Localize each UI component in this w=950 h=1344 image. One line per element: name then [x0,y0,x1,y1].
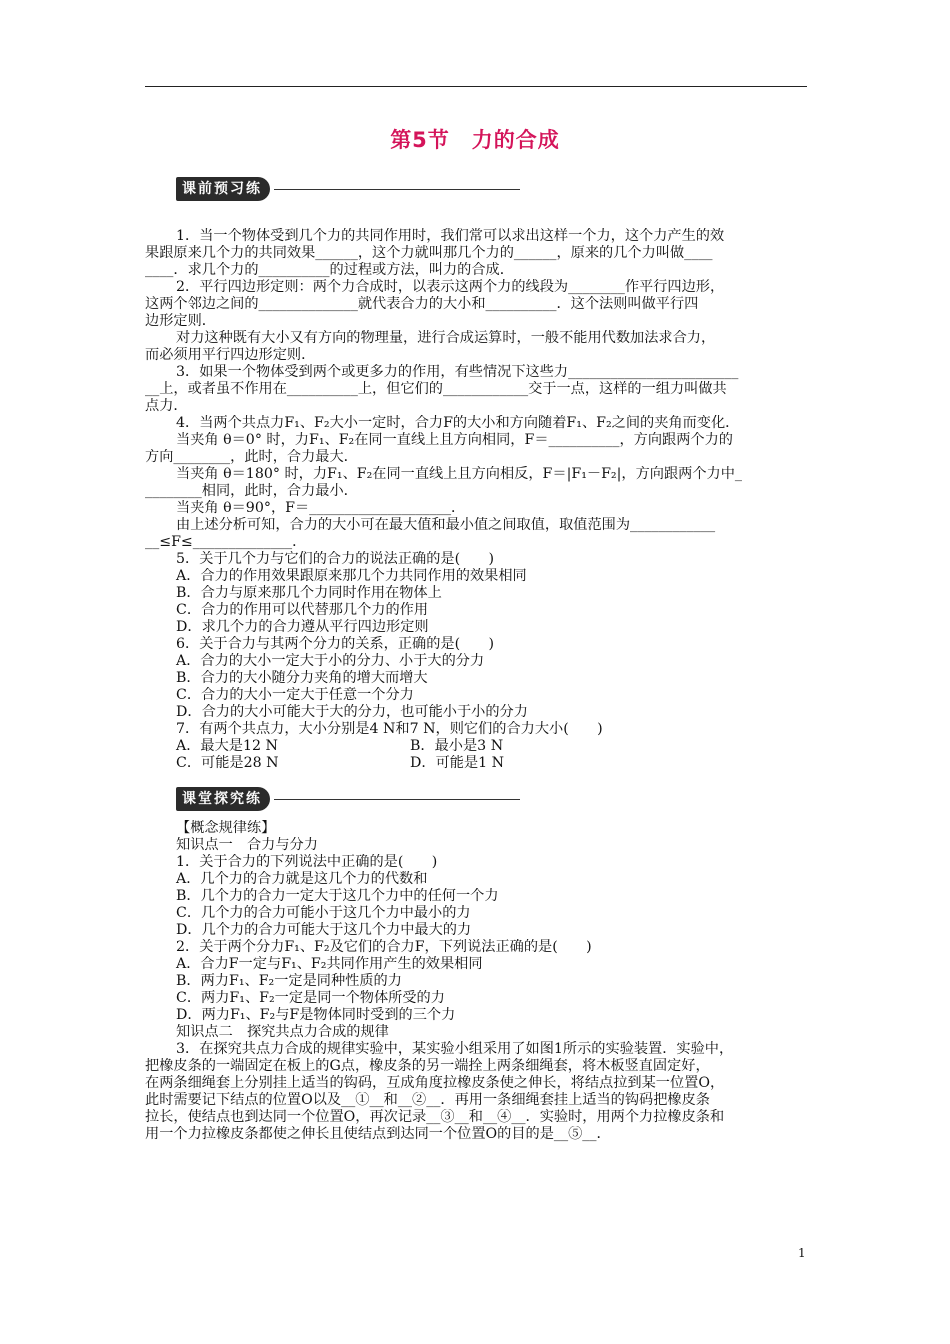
text-line: C．几个力的合力可能小于这几个力中最小的力 [176,905,471,921]
text-line: 点力． [145,398,188,414]
text-line: 7．有两个共点力，大小分别是4 N和7 N，则它们的合力大小( ) [176,721,603,737]
text-line: 知识点二 探究共点力合成的规律 [176,1024,389,1040]
text-line: ________相同，此时，合力最小． [145,483,358,499]
text-line: 边形定则． [145,313,216,329]
text-line: B．几个力的合力一定大于这几个力中的任何一个力 [176,888,499,904]
text-line: A．几个力的合力就是这几个力的代数和 [176,871,428,887]
text-line: D．两力F₁、F₂与F是物体同时受到的三个力 [176,1007,456,1023]
text-line: 知识点一 合力与分力 [176,837,318,853]
text-line: 此时需要记下结点的位置O以及__①__和__②__．再用一条细绳套挂上适当的钩码把橡皮条 [145,1092,710,1108]
text-line: 用一个力拉橡皮条都使之伸长且使结点到达同一个位置O的目的是__⑤__． [145,1126,611,1142]
section-label: 课前预习练 [176,177,270,201]
text-line: D．合力的大小可能大于大的分力，也可能小于小的分力 [176,704,528,720]
text-line: 2．关于两个分力F₁、F₂及它们的合力F，下列说法正确的是( ) [176,939,592,955]
text-line: 1．当一个物体受到几个力的共同作用时，我们常可以求出这样一个力，这个力产生的效 [176,228,725,244]
text-line: 把橡皮条的一端固定在板上的G点，橡皮条的另一端拴上两条细绳套，将木板竖直固定好， [145,1058,710,1074]
text-line: A．合力F一定与F₁、F₂共同作用产生的效果相同 [176,956,483,972]
text-line: 3．如果一个物体受到两个或更多力的作用，有些情况下这些力________________________ [176,364,739,380]
text-line: B．合力的大小随分力夹角的增大而增大 [176,670,428,686]
option-text: C．可能是28 N [176,755,279,771]
section-banner-preview [176,176,520,202]
text-line: 1．关于合力的下列说法中正确的是( ) [176,854,438,870]
text-line: 【概念规律练】 [176,820,276,836]
text-line: C．合力的大小一定大于任意一个分力 [176,687,414,703]
section-banner-class [176,786,520,812]
text-line: 方向________，此时，合力最大． [145,449,358,465]
section-rule [274,799,520,800]
text-line: 由上述分析可知，合力的大小可在最大值和最小值之间取值，取值范围为____________ [176,517,716,533]
text-line: 当夹角 θ＝0° 时，力F₁、F₂在同一直线上且方向相同，F＝__________，方向跟两个力的 [176,432,733,448]
option-text: D．可能是1 N [410,755,505,771]
text-line: 当夹角 θ＝180° 时，力F₁、F₂在同一直线上且方向相反，F＝|F₁－F₂|，方向跟两个力中_ [176,466,742,482]
text-line: 3．在探究共点力合成的规律实验中，某实验小组采用了如图1所示的实验装置．实验中， [176,1041,734,1057]
text-line: A．合力的大小一定大于小的分力、小于大的分力 [176,653,485,669]
text-line: 6．关于合力与其两个分力的关系，正确的是( ) [176,636,495,652]
text-line: D．几个力的合力可能大于这几个力中最大的力 [176,922,472,938]
section-label: 课堂探究练 [176,787,270,811]
text-line: ____．求几个力的__________的过程或方法，叫力的合成． [145,262,514,278]
class-exercises [145,820,807,1143]
text-line: 而必须用平行四边形定则． [145,347,316,363]
text-line: 5．关于几个力与它们的合力的说法正确的是( ) [176,551,495,567]
text-line: C．合力的作用可以代替那几个力的作用 [176,602,429,618]
text-line: C．两力F₁、F₂一定是同一个物体所受的力 [176,990,445,1006]
text-line: 果跟原来几个力的共同效果______，这个力就叫那几个力的______，原来的几个力叫做____ [145,245,713,261]
option-row [145,738,807,755]
section-rule [274,189,520,190]
option-text: B．最小是3 N [410,738,504,754]
text-line: 拉长，使结点也到达同一个位置O，再次记录__③__和__④__．实验时，用两个力拉橡皮条和 [145,1109,725,1125]
text-line: 对力这种既有大小又有方向的物理量，进行合成运算时，一般不能用代数加法求合力， [176,330,716,346]
page-title: 第5节 力的合成 [390,128,560,152]
text-line: B．两力F₁、F₂一定是同种性质的力 [176,973,402,989]
text-line: __≤F≤______________． [145,534,307,550]
text-line: D．求几个力的合力遵从平行四边形定则 [176,619,429,635]
option-row [145,755,807,772]
text-line: __上，或者虽不作用在__________上，但它们的____________交于一点，这样的一组力叫做共 [145,381,727,397]
preview-exercises [145,228,807,772]
text-line: 2．平行四边形定则：两个力合成时，以表示这两个力的线段为________作平行四边形， [176,279,725,295]
text-line: 当夹角 θ＝90°，F＝____________________． [176,500,466,516]
text-line: 在两条细绳套上分别挂上适当的钩码，互成角度拉橡皮条使之伸长，将结点拉到某一位置O， [145,1075,725,1091]
page-number: 1 [798,1246,806,1260]
header-rule [145,86,807,87]
text-line: 4．当两个共点力F₁、F₂大小一定时，合力F的大小和方向随着F₁、F₂之间的夹角而变化． [176,415,740,431]
option-text: A．最大是12 N [176,738,278,754]
text-line: B．合力与原来那几个力同时作用在物体上 [176,585,442,601]
text-line: 这两个邻边之间的______________就代表合力的大小和__________．这个法则叫做平行四 [145,296,699,312]
text-line: A．合力的作用效果跟原来那几个力共同作用的效果相同 [176,568,527,584]
